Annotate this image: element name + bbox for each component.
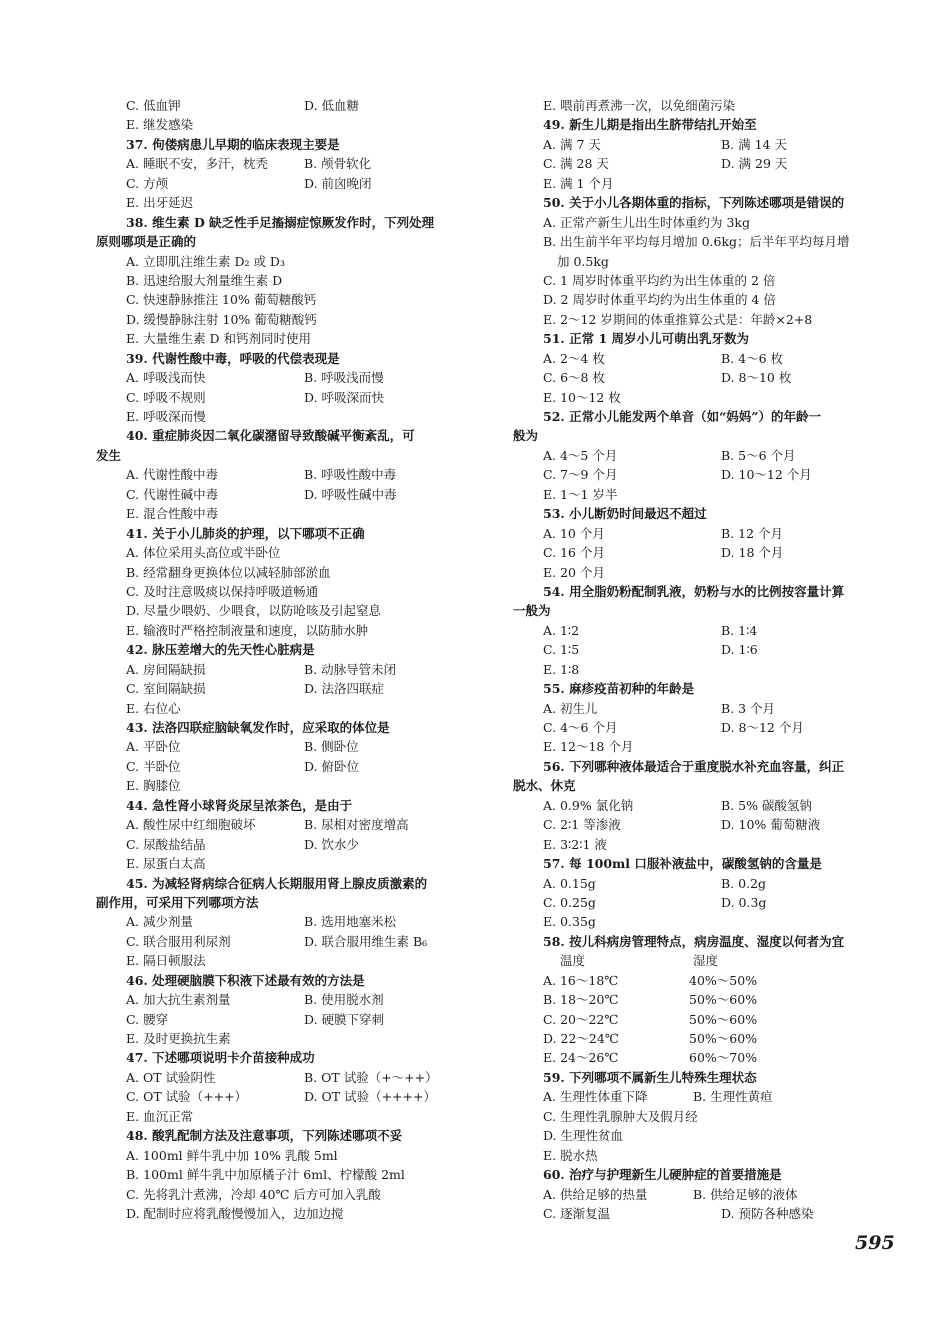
option: B. 100ml 鲜牛乳中加原橘子汁 6ml、柠檬酸 2ml (126, 1167, 405, 1183)
option: C. 低血钾 (126, 98, 181, 113)
option: C. 4～6 个月 (543, 720, 618, 735)
option: C. OT 试验（+++） (126, 1089, 248, 1105)
option: A. 代谢性酸中毒 (126, 467, 218, 483)
question-title: 53. 小儿断奶时间最迟不超过 (543, 506, 707, 522)
question-title: 60. 治疗与护理新生儿硬肿症的首要措施是 (543, 1167, 782, 1183)
option: D. 满 29 天 (721, 156, 788, 172)
question-title: 42. 脉压差增大的先天性心脏病是 (126, 642, 315, 658)
column-header: 湿度 (693, 953, 719, 969)
option: C. 先将乳汁煮沸，冷却 40℃ 后方可加入乳酸 (126, 1186, 381, 1202)
option: B. 5% 碳酸氢钠 (721, 797, 812, 813)
option: A. 平卧位 (126, 739, 181, 755)
question-title: 50. 关于小儿各期体重的指标，下列陈述哪项是错误的 (543, 195, 845, 211)
question-title: 45. 为减轻肾病综合征病人长期服用肾上腺皮质激素的 (126, 875, 428, 891)
option: B. 满 14 天 (721, 136, 787, 152)
option: C. 满 28 天 (543, 156, 609, 172)
option: E. 12～18 个月 (543, 739, 634, 755)
option: E. 及时更换抗生素 (126, 1031, 231, 1046)
option: C. 6～8 枚 (543, 370, 605, 386)
option: B. 使用脱水剂 (304, 992, 384, 1008)
question-title: 43. 法洛四联症脑缺氧发作时，应采取的体位是 (126, 720, 390, 735)
option: B. 供给足够的液体 (693, 1186, 798, 1202)
option: A. 16～18℃ (543, 972, 619, 988)
option: D. 生理性贫血 (543, 1128, 624, 1144)
option: B. 侧卧位 (304, 739, 359, 755)
question-title: 58. 按儿科病房管理特点，病房温度、湿度以何者为宜 (543, 933, 845, 949)
column-header: 温度 (560, 953, 586, 969)
question-title: 发生 (96, 447, 122, 463)
option: E. 10～12 枚 (543, 389, 621, 405)
question-title: 59. 下列哪项不属新生儿特殊生理状态 (543, 1069, 757, 1085)
option: D. 10～12 个月 (721, 467, 812, 483)
option: E. 喂前再煮沸一次，以免细菌污染 (543, 98, 736, 113)
option: B. 呼吸性酸中毒 (304, 467, 397, 483)
option: C. 20～22℃ (543, 1011, 619, 1027)
option: A. 10 个月 (543, 525, 605, 541)
option: E. 血沉正常 (126, 1108, 194, 1124)
option: A. 房间隔缺损 (126, 661, 206, 677)
option: B. 18～20℃ (543, 992, 619, 1008)
option: A. 加大抗生素剂量 (126, 992, 231, 1008)
option: E. 20 个月 (543, 564, 605, 580)
question-title: 56. 下列哪种液体最适合于重度脱水补充血容量，纠正 (543, 758, 845, 774)
option: B. 0.2g (721, 875, 767, 891)
option: B. 迅速给服大剂量维生素 D (126, 272, 283, 288)
option: D. 尽量少喂奶、少喂食，以防呛咳及引起窒息 (126, 603, 382, 619)
option: D. 呼吸深而快 (304, 389, 385, 405)
option: C. 代谢性碱中毒 (126, 486, 219, 502)
option: E. 2～12 岁期间的体重推算公式是：年龄×2+8 (543, 311, 813, 327)
option: C. 方颅 (126, 175, 169, 191)
option: E. 大量维生素 D 和钙剂同时使用 (126, 331, 312, 347)
option: A. 0.9% 氯化钠 (543, 797, 634, 813)
question-title: 54. 用全脂奶粉配制乳液，奶粉与水的比例按容量计算 (543, 583, 845, 599)
option: B. 5～6 个月 (721, 447, 796, 463)
option: B. 动脉导管未闭 (304, 661, 397, 677)
option: A. 呼吸浅而快 (126, 370, 206, 386)
option: C. 0.25g (543, 894, 596, 910)
option: C. 腰穿 (126, 1011, 169, 1027)
option: D. 联合服用维生素 B₆ (304, 933, 428, 949)
option: E. 右位心 (126, 700, 181, 716)
option: B. 选用地塞米松 (304, 914, 397, 930)
option: D. 低血糖 (304, 98, 360, 113)
option: E. 24～26℃ (543, 1050, 619, 1066)
question-title: 55. 麻疹疫苗初种的年龄是 (543, 681, 695, 697)
option: C. 逐渐复温 (543, 1205, 611, 1221)
option: C. 呼吸不规则 (126, 389, 206, 405)
question-title: 39. 代谢性酸中毒，呼吸的代偿表现是 (126, 350, 340, 366)
option: A. 睡眠不安，多汗，枕秃 (126, 156, 268, 172)
option: E. 0.35g (543, 914, 596, 930)
option: C. 1 周岁时体重平均约为出生体重的 2 倍 (543, 272, 776, 288)
option: A. 减少剂量 (126, 914, 193, 930)
question-title: 47. 下述哪项说明卡介苗接种成功 (126, 1050, 315, 1066)
option: C. 生理性乳腺肿大及假月经 (543, 1108, 698, 1124)
question-title: 51. 正常 1 周岁小儿可萌出乳牙数为 (543, 331, 750, 347)
question-title: 般为 (513, 428, 539, 444)
option: C. 7～9 个月 (543, 467, 618, 483)
option: E. 出牙延迟 (126, 195, 194, 211)
option: D. 法洛四联症 (304, 681, 385, 697)
option: B. 4～6 枚 (721, 350, 784, 366)
option: D. 1∶6 (721, 642, 758, 658)
option: B. 经常翻身更换体位以减轻肺部淤血 (126, 564, 331, 580)
option: C. 16 个月 (543, 545, 605, 561)
question-title: 38. 维生素 D 缺乏性手足搐搦症惊厥发作时，下列处理 (126, 214, 435, 230)
option: A. 4～5 个月 (543, 447, 618, 463)
question-title: 52. 正常小儿能发两个单音（如“妈妈”）的年龄一 (543, 409, 821, 424)
option: D. 18 个月 (721, 545, 784, 561)
option: E. 隔日顿服法 (126, 953, 206, 969)
question-title: 脱水、休克 (513, 778, 576, 794)
question-title: 一般为 (513, 603, 551, 619)
option: B. OT 试验（+～++） (304, 1069, 438, 1085)
option: B. 生理性黄疸 (693, 1089, 773, 1105)
right-column (513, 96, 905, 1223)
option: C. 尿酸盐结晶 (126, 836, 206, 852)
question-title: 40. 重症肺炎因二氧化碳潴留导致酸碱平衡紊乱，可 (126, 428, 415, 444)
option: D. 8～12 个月 (721, 720, 804, 735)
option: C. 快速静脉推注 10% 葡萄糖酸钙 (126, 292, 317, 308)
option: A. 2～4 枚 (543, 350, 605, 366)
option: D. 饮水少 (304, 836, 360, 852)
option: D. 10% 葡萄糖液 (721, 817, 821, 833)
option-value: 40%～50% (689, 972, 758, 988)
option: B. 呼吸浅而慢 (304, 370, 384, 386)
option: B. 出生前半年平均每月增加 0.6kg；后半年平均每月增 (543, 234, 850, 250)
option: A. 供给足够的热量 (543, 1186, 648, 1202)
option: D. 硬膜下穿刺 (304, 1011, 385, 1027)
option: D. 8～10 枚 (721, 370, 792, 386)
option: C. 1∶5 (543, 642, 580, 658)
left-column (96, 96, 491, 1223)
question-title: 48. 酸乳配制方法及注意事项，下列陈述哪项不妥 (126, 1128, 403, 1144)
option: A. 100ml 鲜牛乳中加 10% 乳酸 5ml (126, 1147, 338, 1163)
option: D. 2 周岁时体重平均约为出生体重的 4 倍 (543, 292, 776, 308)
page-number: 595 (855, 1232, 895, 1254)
option: A. 满 7 天 (543, 136, 601, 152)
option: B. 12 个月 (721, 525, 784, 541)
option: A. 1∶2 (543, 622, 580, 638)
option: E. 满 1 个月 (543, 175, 614, 191)
option: E. 1∶8 (543, 661, 580, 677)
option: D. 前囟晚闭 (304, 175, 372, 191)
option: A. 体位采用头高位或半卧位 (126, 545, 281, 561)
question-title: 副作用，可采用下列哪项方法 (96, 894, 259, 910)
option: C. 联合服用利尿剂 (126, 933, 231, 949)
option: B. 颅骨软化 (304, 156, 372, 172)
question-title: 41. 关于小儿肺炎的护理，以下哪项不正确 (126, 525, 365, 541)
option-value: 50%～60% (689, 1011, 758, 1027)
question-title: 37. 佝偻病患儿早期的临床表现主要是 (126, 136, 340, 152)
option: E. 脱水热 (543, 1147, 598, 1163)
option: A. OT 试验阴性 (126, 1069, 216, 1085)
option: E. 继发感染 (126, 117, 194, 133)
option: D. OT 试验（++++） (304, 1089, 436, 1105)
option: E. 尿蛋白太高 (126, 856, 206, 872)
option: B. 1∶4 (721, 622, 758, 638)
option: C. 半卧位 (126, 758, 181, 774)
option: D. 配制时应将乳酸慢慢加入，边加边搅 (126, 1205, 344, 1221)
option-value: 50%～60% (689, 1031, 758, 1046)
option-value: 60%～70% (689, 1050, 758, 1066)
option: E. 胸膝位 (126, 778, 181, 794)
question-title: 44. 急性肾小球肾炎尿呈浓茶色，是由于 (126, 797, 353, 813)
option: B. 3 个月 (721, 700, 776, 716)
question-title: 49. 新生儿期是指出生脐带结扎开始至 (543, 117, 757, 133)
option: C. 及时注意吸痰以保持呼吸道畅通 (126, 583, 319, 599)
option: C. 室间隔缺损 (126, 681, 206, 697)
option: A. 0.15g (543, 875, 596, 891)
option: D. 俯卧位 (304, 758, 360, 774)
option: A. 酸性尿中红细胞破坏 (126, 817, 256, 833)
option-row (96, 96, 491, 115)
option-value: 50%～60% (689, 992, 758, 1008)
option: A. 立即肌注维生素 D₂ 或 D₃ (126, 253, 285, 269)
option: E. 混合性酸中毒 (126, 506, 219, 522)
option: D. 22～24℃ (543, 1031, 619, 1046)
option: D. 缓慢静脉注射 10% 葡萄糖酸钙 (126, 311, 317, 327)
option: E. 1～1 岁半 (543, 486, 618, 502)
option: D. 预防各种感染 (721, 1205, 814, 1221)
option: D. 0.3g (721, 894, 767, 910)
question-title: 46. 处理硬脑膜下积液下述最有效的方法是 (126, 972, 365, 988)
option: A. 生理性体重下降 (543, 1089, 648, 1105)
option: A. 正常产新生儿出生时体重约为 3kg (543, 214, 750, 230)
option: C. 2∶1 等渗液 (543, 817, 621, 833)
option: E. 呼吸深而慢 (126, 409, 206, 424)
option: A. 初生儿 (543, 700, 598, 716)
option: E. 输液时严格控制液量和速度，以防肺水肿 (126, 622, 369, 638)
option: B. 尿相对密度增高 (304, 817, 409, 833)
option: D. 呼吸性碱中毒 (304, 486, 397, 502)
option-continued: 加 0.5kg (557, 253, 609, 269)
question-title: 57. 每 100ml 口服补液盐中，碳酸氢钠的含量是 (543, 856, 822, 872)
option: E. 3∶2∶1 液 (543, 836, 607, 852)
question-title: 原则哪项是正确的 (96, 234, 197, 250)
